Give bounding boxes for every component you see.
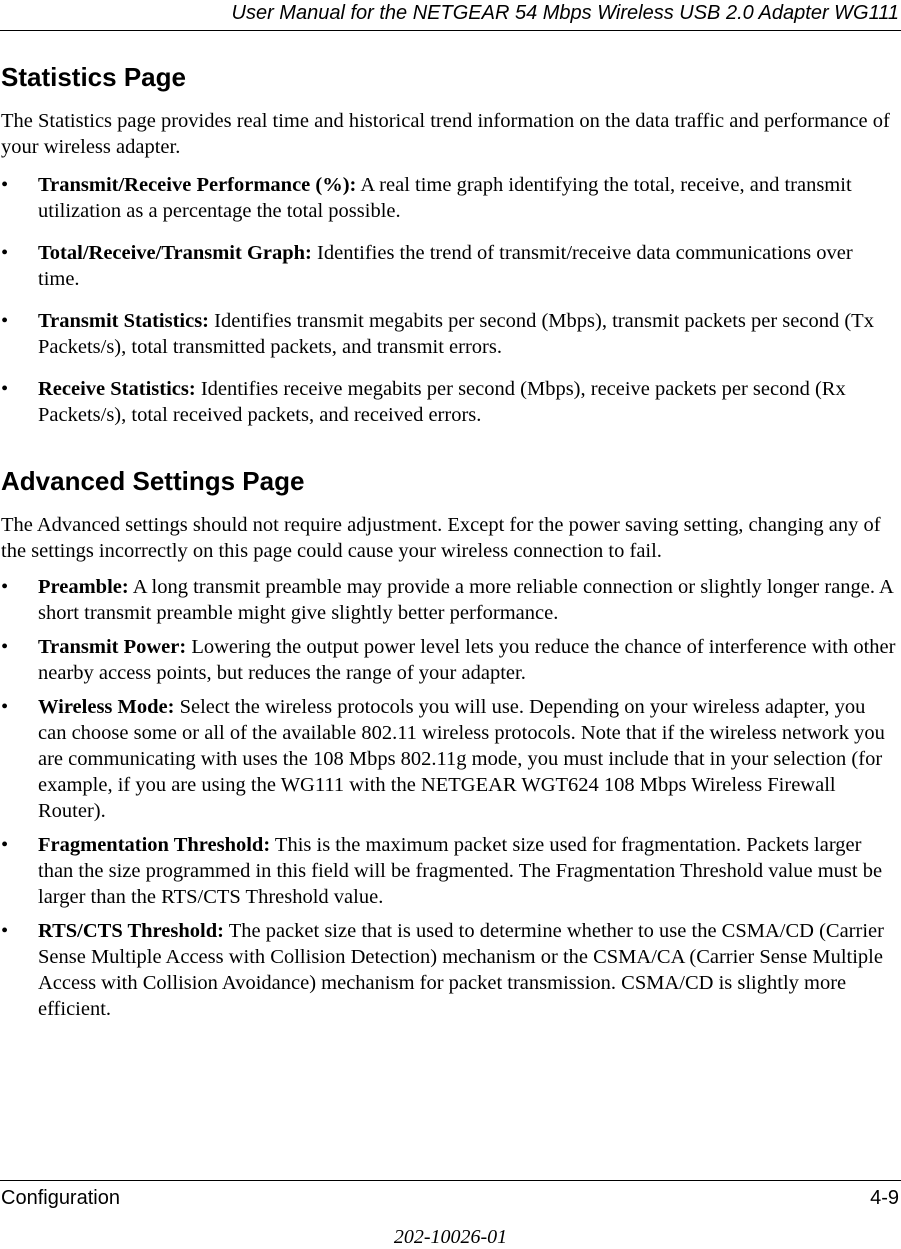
footer-page-number: 4-9 — [870, 1187, 899, 1209]
item-term: Transmit Power: — [38, 636, 187, 658]
list-item — [1, 376, 898, 428]
item-term: Transmit Statistics: — [38, 310, 210, 332]
footer-section-name: Configuration — [1, 1187, 120, 1209]
statistics-list — [1, 172, 898, 428]
page-footer — [0, 1180, 901, 1248]
bullet-icon: • — [1, 378, 9, 400]
bullet-icon: • — [1, 920, 9, 942]
bullet-icon: • — [1, 242, 9, 264]
item-desc: Identifies receive megabits per second (Mbps), receive packets per second (Rx Packets/s), total received packets, and received errors. — [38, 378, 846, 426]
list-item — [1, 574, 898, 626]
list-item — [1, 172, 898, 224]
page-header — [0, 0, 901, 31]
bullet-icon: • — [1, 696, 9, 718]
list-item — [1, 634, 898, 686]
statistics-heading: Statistics Page — [1, 62, 186, 92]
item-desc: Lowering the output power level lets you reduce the chance of interference with other nearby access points, but reduces the range of your adapter. — [38, 636, 896, 684]
bullet-icon: • — [1, 636, 9, 658]
item-desc: Identifies the trend of transmit/receive data communications over time. — [38, 242, 853, 290]
bullet-icon: • — [1, 576, 9, 598]
item-desc: Select the wireless protocols you will use. Depending on your wireless adapter, you can choose some or all of the available 802.11 wireless protocols. Note that if the wireless network you are communicating with uses the 108 Mbps 802.11g mode, you must include that in your selection (for example, if you are using the WG111 with the NETGEAR WGT624 108 Mbps Wireless Firewall Router). — [38, 696, 885, 822]
item-term: Wireless Mode: — [38, 696, 175, 718]
list-item — [1, 918, 898, 1022]
bullet-icon: • — [1, 834, 9, 856]
list-item — [1, 832, 898, 910]
item-desc: Identifies transmit megabits per second (Mbps), transmit packets per second (Tx Packets/s), total transmitted packets, and transmit errors. — [38, 310, 874, 358]
page-content — [1, 60, 898, 1022]
item-term: Total/Receive/Transmit Graph: — [38, 242, 312, 264]
item-term: Receive Statistics: — [38, 378, 196, 400]
item-desc: The packet size that is used to determine whether to use the CSMA/CD (Carrier Sense Multiple Access with Collision Detection) mechanism or the CSMA/CA (Carrier Sense Multiple Access with Collision Avoidance) mechanism for packet transmission. CSMA/CD is slightly more efficient. — [38, 920, 884, 1020]
item-desc: A long transmit preamble may provide a more reliable connection or slightly longer range. A short transmit preamble might give slightly better performance. — [38, 576, 893, 624]
item-term: Preamble: — [38, 576, 129, 598]
advanced-intro: The Advanced settings should not require adjustment. Except for the power saving setting, changing any of the settings incorrectly on this page could cause your wireless connection to fail. — [1, 514, 881, 562]
item-desc: A real time graph identifying the total, receive, and transmit utilization as a percentage the total possible. — [38, 174, 852, 222]
bullet-icon: • — [1, 174, 9, 196]
advanced-heading: Advanced Settings Page — [1, 466, 305, 496]
list-item — [1, 694, 898, 824]
list-item — [1, 240, 898, 292]
item-term: Fragmentation Threshold: — [38, 834, 271, 856]
item-term: Transmit/Receive Performance (%): — [38, 174, 357, 196]
list-item — [1, 308, 898, 360]
item-desc: This is the maximum packet size used for fragmentation. Packets larger than the size programmed in this field will be fragmented. The Fragmentation Threshold value must be larger than the RTS/CTS Threshold value. — [38, 834, 883, 908]
advanced-list — [1, 574, 898, 1022]
bullet-icon: • — [1, 310, 9, 332]
statistics-intro: The Statistics page provides real time and historical trend information on the data traffic and performance of your wireless adapter. — [1, 110, 890, 158]
header-title: User Manual for the NETGEAR 54 Mbps Wireless USB 2.0 Adapter WG111 — [231, 2, 899, 24]
footer-doc-number: 202-10026-01 — [393, 1226, 508, 1248]
item-term: RTS/CTS Threshold: — [38, 920, 224, 942]
